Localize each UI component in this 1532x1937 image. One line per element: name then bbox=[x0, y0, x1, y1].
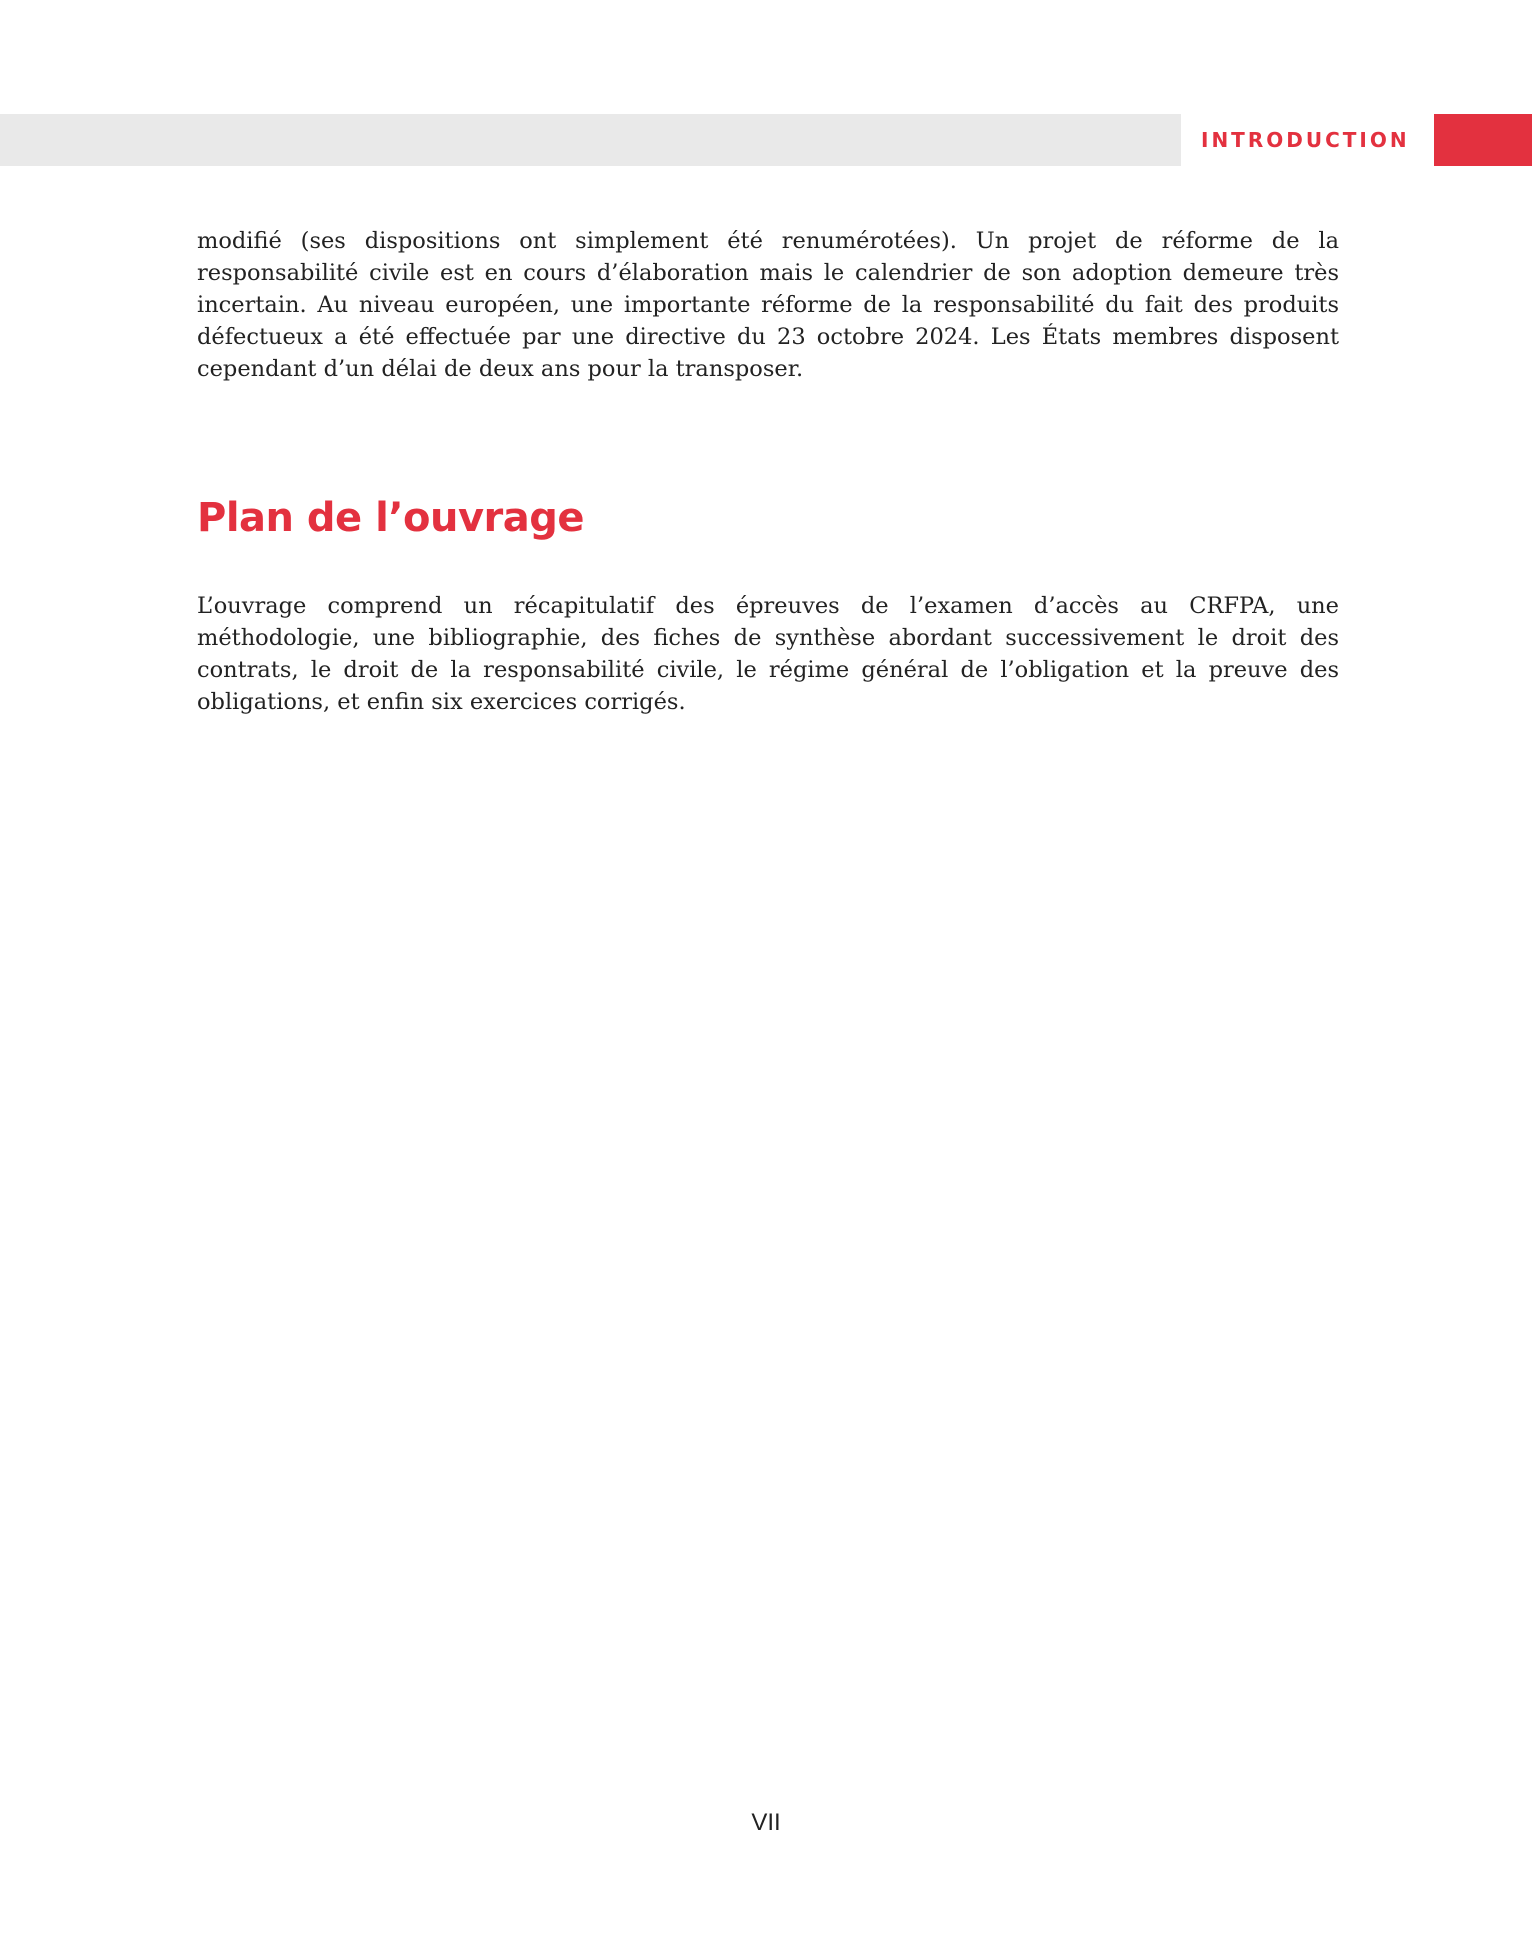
plan-paragraph: L’ouvrage comprend un récapitulatif des épreuves de l’examen d’accès au CRFPA, une méthodologie, une bibliographie, des fiches de synthèse abordant successivement le droit des contrats, le droit de la responsabilité civile, le régime général de l’obligation et la preuve des obligations, et enfin six exercices corrigés. bbox=[197, 593, 1339, 715]
page-number: VII bbox=[751, 1809, 781, 1836]
running-header bbox=[0, 114, 1532, 166]
intro-continuation-paragraph: modifié (ses dispositions ont simplement été renumérotées). Un projet de réforme de la responsabilité civile est en cours d’élaboration mais le calendrier de son adoption demeure très incertain. Au niveau européen, une importante réforme de la responsabilité du fait des produits défectueux a été effectuée par une directive du 23 octobre 2024. Les États membres disposent cependant d’un délai de deux ans pour la transposer. bbox=[197, 228, 1339, 382]
section-heading-plan: Plan de l’ouvrage bbox=[197, 495, 585, 541]
header-red-tab bbox=[1434, 114, 1532, 166]
running-header-title: INTRODUCTION bbox=[1201, 128, 1410, 152]
header-gray-band bbox=[0, 114, 1181, 166]
